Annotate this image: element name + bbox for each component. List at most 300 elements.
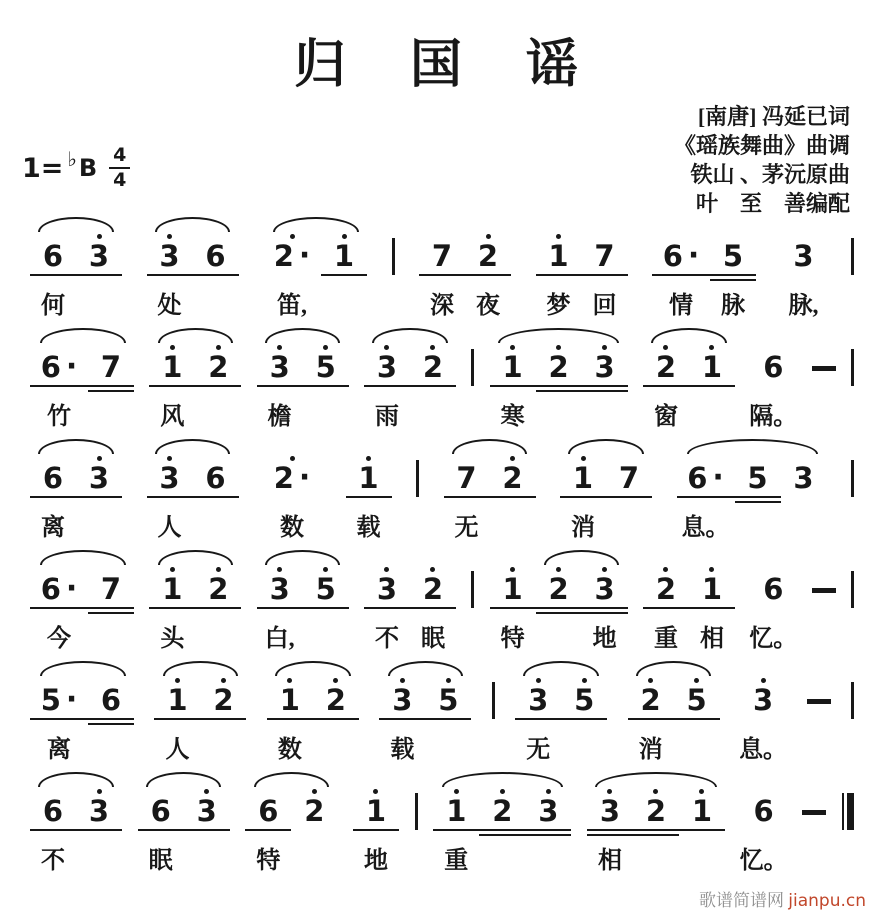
beam-line	[587, 834, 633, 836]
augmentation-dot: ·	[298, 460, 311, 495]
slur-arc	[273, 217, 358, 232]
note-digit: 3	[376, 350, 398, 384]
note-cell	[444, 454, 490, 541]
lyric-char: 特	[256, 848, 281, 874]
note-digit: 1	[358, 461, 379, 495]
note-cell	[76, 454, 122, 541]
note-digit: 2	[548, 350, 569, 384]
note-cell	[313, 676, 359, 763]
beam-lines	[536, 604, 582, 616]
slur-arc	[155, 217, 230, 232]
beam-line	[88, 385, 134, 387]
beam-line	[652, 274, 710, 276]
note-group	[346, 438, 392, 541]
beam-lines	[679, 826, 725, 838]
beam-line	[735, 496, 781, 498]
beam-line	[410, 607, 456, 609]
credit-composers: 铁山 、茅沅原曲	[690, 162, 850, 187]
slur-arc	[523, 661, 598, 676]
slur-arc	[452, 439, 527, 454]
slur-arc	[38, 439, 113, 454]
augmentation-dot: ·	[687, 238, 700, 273]
note-cell	[257, 343, 303, 430]
beam-line	[88, 607, 134, 609]
beam-lines	[781, 493, 827, 505]
note-group	[138, 771, 230, 874]
beam-lines	[154, 715, 200, 727]
beam-lines	[76, 493, 122, 505]
note-digit: 2 ·	[273, 460, 311, 495]
beam-lines	[674, 715, 720, 727]
beam-lines	[643, 382, 689, 394]
note-cell	[303, 343, 349, 430]
beam-lines	[587, 826, 633, 838]
augmentation-dot: ·	[65, 682, 78, 717]
note-cell	[200, 676, 246, 763]
note-group	[257, 327, 349, 430]
note-cell	[490, 565, 536, 652]
note-digit: 6	[258, 794, 279, 828]
watermark-site-name: 歌谱简谱网	[699, 891, 789, 910]
note-cell	[582, 343, 628, 430]
note-digit: 2	[208, 572, 229, 606]
barline	[471, 349, 474, 386]
slur-arc	[40, 550, 125, 565]
beam-lines	[536, 271, 582, 283]
note-digit: 2	[208, 350, 229, 384]
note-digit: 6	[42, 239, 64, 273]
note-digit: 5	[315, 572, 336, 606]
slur-arc	[38, 217, 113, 232]
lyric-char: 地	[592, 626, 617, 652]
note-cell	[30, 787, 76, 874]
slur-arc	[40, 328, 125, 343]
credit-tune-source: 《瑶族舞曲》曲调	[673, 133, 850, 158]
time-signature	[109, 146, 130, 190]
beam-line	[193, 274, 239, 276]
note-cell	[346, 454, 392, 541]
beam-line	[425, 718, 471, 720]
dash-note	[807, 699, 831, 704]
beam-lines	[652, 271, 710, 283]
beam-line	[582, 385, 628, 387]
note-digit: 2	[213, 683, 234, 717]
note-cell	[674, 676, 720, 763]
note-cell	[76, 787, 122, 874]
beam-line	[525, 829, 571, 831]
beam-line	[735, 501, 781, 503]
note-cell	[750, 565, 796, 652]
note-digit: 3	[269, 350, 290, 384]
beam-line	[419, 274, 465, 276]
note-digit: 3	[88, 461, 110, 495]
note-cell	[193, 454, 239, 541]
beam-lines	[303, 604, 349, 616]
note-digit: 2	[640, 683, 661, 717]
beam-line	[582, 274, 628, 276]
note-digit: 1	[502, 350, 523, 384]
barline	[851, 571, 854, 608]
barline	[851, 460, 854, 497]
note-group	[30, 771, 122, 874]
note-group	[30, 438, 122, 541]
note-group	[433, 771, 571, 874]
credit-lyricist: [南唐] 冯延已词	[697, 104, 850, 129]
lyric-char: 人	[165, 737, 190, 763]
note-cell	[147, 454, 193, 541]
beam-line	[346, 496, 392, 498]
note-cell	[184, 787, 230, 874]
beam-line	[193, 496, 239, 498]
note-digit: 7	[618, 461, 640, 495]
note-digit: 2	[655, 350, 677, 384]
slur-arc	[40, 661, 125, 676]
beam-lines	[263, 271, 321, 283]
beam-lines	[30, 382, 88, 394]
note-cell	[606, 454, 652, 541]
beam-line	[147, 496, 193, 498]
beam-lines	[561, 715, 607, 727]
lyric-char: 风	[160, 404, 185, 430]
watermark-site-link[interactable]: jianpu.cn	[788, 891, 866, 911]
note-cell	[364, 565, 410, 652]
note-cell	[781, 232, 827, 319]
beam-line	[582, 390, 628, 392]
note-digit: 6	[42, 461, 64, 495]
slur-arc	[372, 328, 447, 343]
note-group	[379, 660, 471, 763]
note-digit: 3	[392, 683, 413, 717]
note-digit: 1	[701, 350, 723, 384]
note-cell	[582, 232, 628, 319]
beam-line	[582, 612, 628, 614]
beam-line	[154, 718, 200, 720]
beam-line	[479, 834, 525, 836]
barline	[851, 682, 854, 719]
dash-note	[812, 588, 836, 593]
beam-line	[525, 834, 571, 836]
slur-arc	[163, 661, 238, 676]
lyric-char: 地	[363, 848, 388, 874]
note-digit: 6	[753, 794, 774, 828]
beam-lines	[257, 382, 303, 394]
note-digit: 5	[315, 350, 336, 384]
beam-line	[303, 385, 349, 387]
beam-line	[689, 607, 735, 609]
note-digit: 6	[42, 794, 64, 828]
lyric-char: 头	[160, 626, 185, 652]
beam-lines	[750, 382, 796, 394]
lyric-char: 特	[500, 626, 525, 652]
beam-lines	[88, 715, 134, 727]
note-digit: 1	[701, 572, 723, 606]
note-group	[781, 216, 827, 319]
lyric-char: 无	[454, 515, 479, 541]
note-digit: 2	[422, 572, 444, 606]
lyric-char: 竹	[47, 404, 71, 430]
note-digit: 2	[645, 794, 667, 828]
beam-line	[321, 274, 367, 276]
beam-line	[313, 718, 359, 720]
note-cell	[149, 343, 195, 430]
note-cell	[515, 676, 561, 763]
note-digit: 2	[422, 350, 444, 384]
beam-lines	[30, 826, 76, 838]
note-cell	[410, 343, 456, 430]
beam-line	[364, 385, 410, 387]
beam-lines	[479, 826, 525, 838]
beam-line	[465, 274, 511, 276]
augmentation-dot: ·	[65, 349, 78, 384]
note-group	[490, 327, 628, 430]
lyric-char: 脉,	[788, 293, 819, 319]
note-group	[353, 771, 399, 874]
note-digit: 6	[150, 794, 171, 828]
note-group	[263, 438, 321, 541]
slur-arc	[388, 661, 463, 676]
note-cell	[560, 454, 606, 541]
beam-lines	[195, 382, 241, 394]
beam-line	[184, 829, 230, 831]
slur-arc	[146, 772, 221, 787]
beam-line	[30, 274, 76, 276]
slur-arc	[651, 328, 726, 343]
beam-line	[490, 385, 536, 387]
beam-lines	[628, 715, 674, 727]
slur-arc	[158, 550, 233, 565]
music-system-3	[30, 438, 854, 542]
beam-lines	[525, 826, 571, 838]
barline	[851, 238, 854, 275]
note-group	[740, 660, 786, 763]
note-digit: 6 ·	[662, 238, 700, 273]
lyric-char: 息。	[681, 515, 730, 541]
slur-arc	[254, 772, 329, 787]
beam-lines	[735, 493, 781, 505]
beam-line	[710, 274, 756, 276]
note-digit: 7	[100, 350, 122, 384]
note-cell	[76, 232, 122, 319]
beam-line	[433, 829, 479, 831]
beam-lines	[490, 604, 536, 616]
beam-lines	[147, 271, 193, 283]
note-digit: 1	[572, 461, 594, 495]
beam-line	[633, 829, 679, 831]
note-digit: 7	[456, 461, 477, 495]
note-digit: 6	[100, 683, 122, 717]
note-digit: 3	[599, 794, 621, 828]
beam-line	[633, 834, 679, 836]
beam-line	[561, 718, 607, 720]
lyric-char: 眠	[420, 626, 445, 652]
beam-line	[606, 496, 652, 498]
note-cell	[257, 565, 303, 652]
beam-lines	[76, 271, 122, 283]
beam-line	[689, 385, 735, 387]
note-cell	[30, 343, 88, 430]
beam-lines	[741, 826, 787, 838]
beam-line	[257, 607, 303, 609]
slur-arc	[155, 439, 230, 454]
beam-line	[138, 829, 184, 831]
barline	[415, 793, 418, 830]
beam-line	[88, 723, 134, 725]
dash-note	[812, 366, 836, 371]
beam-line	[679, 829, 725, 831]
beam-lines	[410, 382, 456, 394]
beam-line	[149, 385, 195, 387]
beam-lines	[193, 271, 239, 283]
beam-line	[30, 607, 88, 609]
note-digit: 3	[538, 794, 559, 828]
note-digit: 1	[333, 239, 355, 273]
lyric-char: 重	[653, 626, 678, 652]
slur-arc	[158, 328, 233, 343]
note-digit: 1	[548, 239, 569, 273]
beam-lines	[536, 382, 582, 394]
note-cell	[364, 343, 410, 430]
note-digit: 3	[793, 461, 814, 495]
note-digit: 6	[205, 239, 226, 273]
note-group	[515, 660, 607, 763]
note-cell	[710, 232, 756, 319]
note-digit: 3	[528, 683, 549, 717]
beam-lines	[149, 382, 195, 394]
note-cell	[652, 232, 710, 319]
lyric-char: 窗	[653, 404, 678, 430]
lyric-char: 离	[41, 515, 65, 541]
note-cell	[433, 787, 479, 874]
lyric-char: 消	[571, 515, 595, 541]
note-digit: 3	[269, 572, 290, 606]
beam-line	[30, 829, 76, 831]
note-cell	[88, 565, 134, 652]
beam-lines	[30, 604, 88, 616]
note-group	[245, 771, 337, 874]
beam-lines	[353, 826, 399, 838]
note-digit: 6 ·	[40, 571, 78, 606]
note-digit: 5	[747, 461, 768, 495]
beam-lines	[200, 715, 246, 727]
beam-line	[536, 385, 582, 387]
beam-lines	[379, 715, 425, 727]
beam-lines	[410, 604, 456, 616]
lyric-char: 人	[157, 515, 182, 541]
beam-lines	[88, 382, 134, 394]
slur-arc	[275, 661, 350, 676]
beam-lines	[643, 604, 689, 616]
beam-lines	[582, 271, 628, 283]
flat-icon: ♭	[67, 147, 77, 171]
beam-lines	[490, 382, 536, 394]
beam-lines	[582, 604, 628, 616]
note-cell	[633, 787, 679, 874]
lyric-char: 处	[157, 293, 182, 319]
note-cell	[750, 343, 796, 430]
barline	[492, 682, 495, 719]
note-cell	[628, 676, 674, 763]
beam-lines	[515, 715, 561, 727]
lyric-char: 相	[597, 848, 622, 874]
beam-line	[88, 612, 134, 614]
slur-arc	[265, 550, 340, 565]
note-cell	[490, 454, 536, 541]
beam-lines	[30, 271, 76, 283]
beam-line	[479, 829, 525, 831]
slur-arc	[498, 328, 619, 343]
note-digit: 6	[205, 461, 226, 495]
note-cell	[30, 565, 88, 652]
note-cell	[88, 343, 134, 430]
beam-lines	[677, 493, 735, 505]
beam-line	[677, 496, 735, 498]
note-digit: 5	[686, 683, 707, 717]
note-cell	[536, 565, 582, 652]
lyric-char: 数	[280, 515, 304, 541]
note-digit: 1	[502, 572, 523, 606]
note-digit: 3	[752, 683, 774, 717]
lyric-char: 隔。	[749, 404, 798, 430]
note-cell	[561, 676, 607, 763]
lyric-char: 无	[526, 737, 551, 763]
note-digit: 1	[162, 572, 183, 606]
beam-lines	[606, 493, 652, 505]
note-group	[30, 660, 134, 763]
note-group	[536, 216, 628, 319]
beam-lines	[364, 604, 410, 616]
beam-lines	[582, 382, 628, 394]
note-cell	[147, 232, 193, 319]
beam-line	[643, 607, 689, 609]
lyric-char: 忆。	[749, 626, 798, 652]
beam-line	[245, 829, 291, 831]
note-digit: 2	[304, 794, 325, 828]
note-digit: 7	[594, 239, 615, 273]
beam-line	[76, 829, 122, 831]
lyric-char: 息。	[739, 737, 788, 763]
beam-lines	[30, 715, 88, 727]
lyric-char: 雨	[374, 404, 399, 430]
beam-line	[149, 607, 195, 609]
note-group	[652, 216, 756, 319]
note-group	[741, 771, 787, 874]
beam-line	[560, 496, 606, 498]
lyric-char: 不	[374, 626, 399, 652]
note-cell	[149, 565, 195, 652]
beam-lines	[710, 271, 756, 283]
note-group	[263, 216, 367, 319]
lyric-char: 载	[356, 515, 381, 541]
note-group	[750, 327, 796, 430]
note-digit: 3	[88, 794, 110, 828]
slur-arc	[265, 328, 340, 343]
note-cell	[741, 787, 787, 874]
note-group	[419, 216, 511, 319]
tonic-label: 1=	[22, 152, 64, 184]
lyric-char: 梦	[546, 293, 571, 319]
note-cell	[490, 343, 536, 430]
barline	[416, 460, 419, 497]
lyric-char: 数	[277, 737, 302, 763]
note-digit: 7	[431, 239, 453, 273]
note-digit: 2	[492, 794, 513, 828]
lyric-char: 脉	[721, 293, 745, 319]
note-group	[643, 327, 735, 430]
beam-lines	[419, 271, 465, 283]
music-system-5	[30, 660, 854, 764]
note-group	[444, 438, 536, 541]
beam-line	[536, 607, 582, 609]
